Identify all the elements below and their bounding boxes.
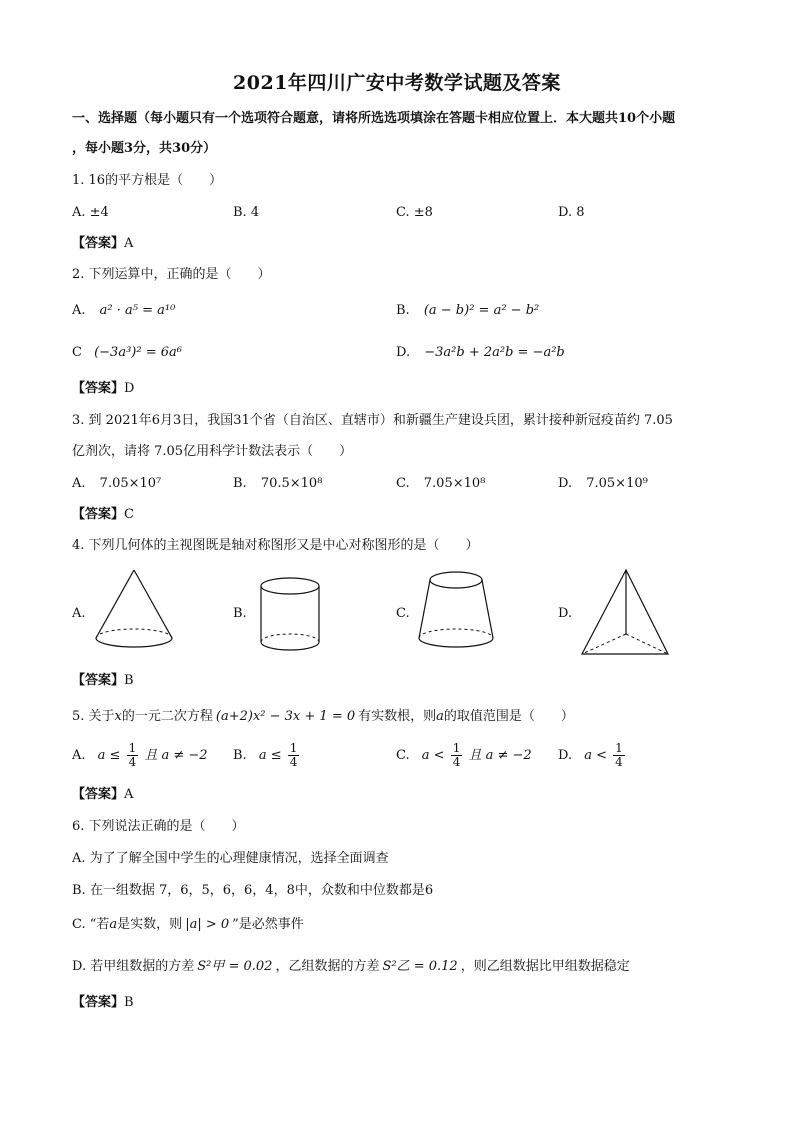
q3-option-a — [72, 475, 161, 493]
answer-label: 【答案】 — [72, 381, 125, 396]
stem-text: 5. 关于 — [72, 709, 115, 724]
option-text: C. “若 — [72, 917, 110, 932]
fraction-denominator: 4 — [452, 755, 461, 769]
answer-value: B — [124, 673, 134, 688]
option-expr: a ≤ — [97, 748, 121, 763]
q3-answer — [72, 506, 134, 524]
q3-option-c — [396, 475, 485, 493]
q4-option-a-label: A. — [72, 606, 86, 621]
option-label: B. — [396, 303, 410, 318]
q4-option-d-label: D. — [558, 606, 573, 621]
option-text: ，则乙组数据比甲组数据稳定 — [460, 959, 630, 974]
q3-stem-line1: 3. 到 2021年6月3日，我国31个省（自治区、直辖市）和新疆生产建设兵团，累计接种新冠疫苗约 7.05 — [72, 413, 673, 428]
q4-stem: 4. 下列几何体的主视图既是轴对称图形又是中心对称图形的是（ ） — [72, 538, 479, 553]
q5-option-d — [558, 742, 627, 769]
answer-label: 【答案】 — [72, 995, 125, 1010]
option-text: ”是必然事件 — [232, 917, 304, 932]
option-expr: a < — [584, 748, 608, 763]
answer-value: D — [124, 381, 135, 396]
fraction-denominator: 4 — [615, 755, 623, 769]
q2-option-d — [396, 344, 565, 362]
cone-icon — [92, 566, 176, 658]
option-expr-tail: 且 a ≠ −2 — [144, 748, 208, 763]
stem-text: 的取值范围是（ ） — [443, 709, 574, 724]
q1-stem: 1. 16的平方根是（ ） — [72, 173, 223, 188]
q6-option-b: B. 在一组数据 7，6，5，6，6，4，8中，众数和中位数都是6 — [72, 883, 434, 898]
answer-value: C — [124, 507, 134, 522]
answer-value: A — [124, 236, 134, 251]
fraction-numerator: 1 — [615, 741, 623, 755]
fraction-numerator: 1 — [128, 741, 137, 755]
tetrahedron-icon — [578, 566, 674, 660]
answer-value: B — [124, 995, 134, 1010]
option-expr: 7.05×10⁹ — [586, 476, 648, 491]
page-title: 2021年四川广安中考数学试题及答案 — [233, 72, 561, 94]
option-text: 是实数，则 — [117, 917, 183, 932]
answer-label: 【答案】 — [72, 787, 125, 802]
option-expr-tail: 且 a ≠ −2 — [468, 748, 532, 763]
q4-option-c-label: C. — [396, 606, 410, 621]
stem-text: 有实数根，则 — [358, 709, 437, 724]
q5-option-c — [396, 742, 532, 769]
q5-option-a — [72, 742, 208, 769]
q1-answer — [72, 235, 133, 253]
option-label: B. — [233, 476, 247, 491]
q6-option-a: A. 为了了解全国中学生的心理健康情况，选择全面调查 — [72, 851, 389, 866]
q1-option-d: D. 8 — [558, 205, 585, 220]
option-expr: (−3a³)² = 6a⁶ — [94, 345, 182, 360]
q5-option-b — [233, 742, 301, 769]
option-label: C. — [396, 476, 410, 491]
q3-option-b — [233, 475, 322, 493]
q2-option-b — [396, 302, 539, 320]
q3-option-d — [558, 475, 648, 493]
option-expr: 70.5×10⁸ — [260, 476, 323, 491]
q6-stem: 6. 下列说法正确的是（ ） — [72, 819, 245, 834]
option-text: ，乙组数据的方差 — [275, 959, 380, 974]
option-expr: S²甲 = 0.02 — [197, 959, 273, 974]
q2-option-c — [72, 344, 182, 362]
option-var: a — [109, 917, 118, 932]
option-expr: 7.05×10⁷ — [99, 476, 162, 491]
option-expr: −3a²b + 2a²b = −a²b — [424, 345, 565, 360]
answer-label: 【答案】 — [72, 507, 125, 522]
answer-label: 【答案】 — [72, 673, 125, 688]
option-expr: |a| > 0 — [185, 917, 230, 932]
option-label: C. — [396, 748, 410, 763]
q5-answer — [72, 786, 133, 804]
option-label: A. — [72, 303, 86, 318]
option-expr: a² · a⁵ = a¹⁰ — [99, 303, 176, 318]
answer-value: A — [124, 787, 134, 802]
cylinder-icon — [254, 572, 326, 656]
fraction — [451, 742, 463, 769]
q4-option-b-label: B. — [233, 606, 247, 621]
q6-option-d — [72, 958, 630, 976]
option-label: D. — [396, 345, 411, 360]
stem-var: a — [436, 709, 444, 724]
q2-stem: 2. 下列运算中，正确的是（ ） — [72, 267, 271, 282]
fraction-denominator: 4 — [289, 755, 298, 769]
fraction-numerator: 1 — [452, 741, 461, 755]
q5-stem — [72, 708, 574, 726]
option-expr: 7.05×10⁸ — [423, 476, 486, 491]
option-expr: (a − b)² = a² − b² — [423, 303, 540, 318]
frustum-icon — [414, 566, 498, 658]
option-label: B. — [233, 748, 247, 763]
option-label: A. — [72, 748, 86, 763]
option-label: D. — [558, 748, 573, 763]
fraction — [288, 742, 300, 769]
q3-stem-line2: 亿剂次，请将 7.05亿用科学计数法表示（ ） — [72, 444, 353, 459]
stem-equation: (a+2)x² − 3x + 1 = 0 — [215, 709, 356, 724]
section-heading-cont: ，每小题3分，共30分） — [72, 141, 217, 156]
stem-var: x — [114, 709, 122, 724]
option-label: C — [72, 345, 82, 360]
fraction — [127, 742, 139, 769]
q2-option-a — [72, 302, 175, 320]
option-text: D. 若甲组数据的方差 — [72, 959, 195, 974]
fraction-denominator: 4 — [128, 755, 137, 769]
answer-label: 【答案】 — [72, 236, 125, 251]
option-expr: a ≤ — [258, 748, 282, 763]
q4-answer — [72, 672, 134, 690]
fraction — [613, 742, 625, 769]
fraction-numerator: 1 — [289, 741, 298, 755]
q1-option-b: B. 4 — [233, 205, 260, 220]
q1-option-a: A. ±4 — [72, 205, 109, 220]
option-label: A. — [72, 476, 86, 491]
section-heading: 一、选择题（每小题只有一个选项符合题意，请将所选选项填涂在答题卡相应位置上．本大题共10个小题 — [72, 111, 676, 126]
q2-answer — [72, 380, 134, 398]
q6-option-c — [72, 916, 304, 934]
option-label: D. — [558, 476, 573, 491]
option-expr: S²乙 = 0.12 — [382, 959, 458, 974]
stem-text: 的一元二次方程 — [121, 709, 213, 724]
option-expr: a < — [421, 748, 445, 763]
q6-answer — [72, 994, 134, 1012]
q1-option-c: C. ±8 — [396, 205, 433, 220]
